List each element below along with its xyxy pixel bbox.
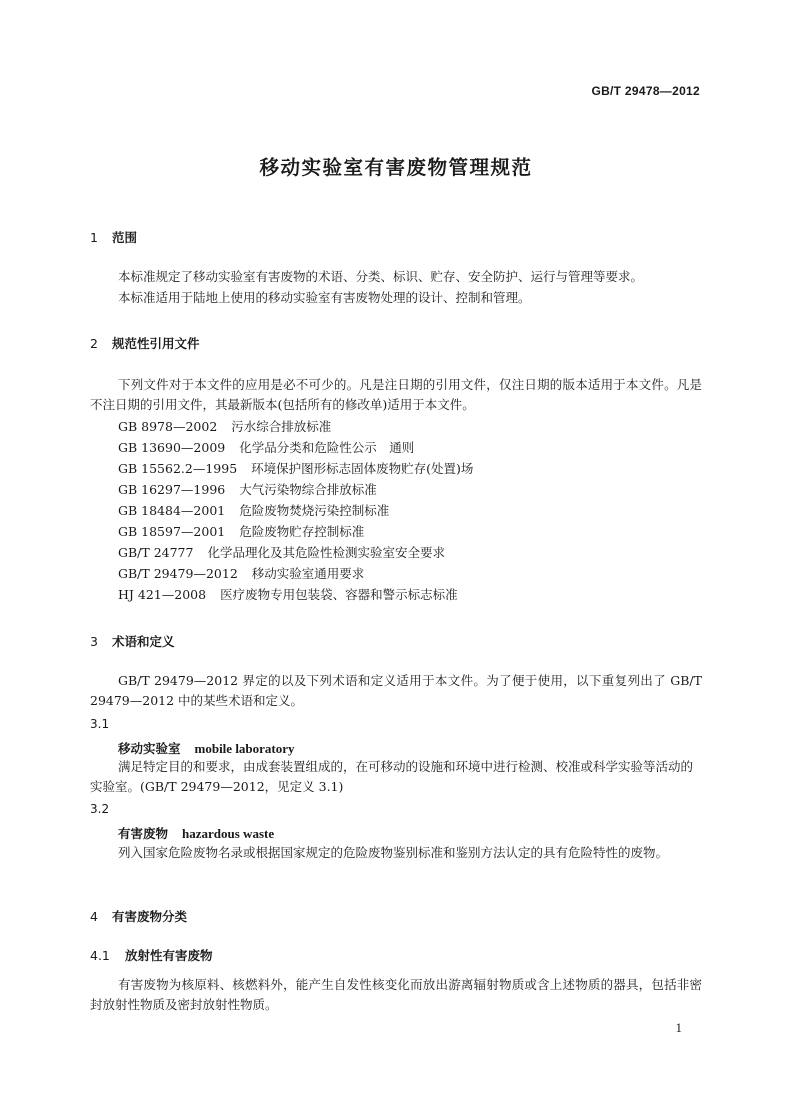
- reference-code: GB 15562.2—1995: [118, 461, 238, 476]
- paragraph: 本标准适用于陆地上使用的移动实验室有害废物处理的设计、控制和管理。: [118, 290, 531, 305]
- subsection-title: 放射性有害废物: [125, 948, 213, 963]
- section-3-heading: [90, 632, 175, 650]
- reference-code: GB 13690—2009: [118, 440, 226, 455]
- term-number: 3.2: [90, 802, 110, 816]
- term-english: hazardous waste: [182, 826, 275, 841]
- reference-item: [118, 500, 473, 521]
- reference-item: [118, 563, 473, 584]
- subsection-4-1-heading: [90, 946, 213, 964]
- reference-name: 危险废物焚烧污染控制标准: [239, 503, 390, 518]
- section-2-heading: [90, 334, 200, 352]
- reference-code: GB 18484—2001: [118, 503, 226, 518]
- reference-name: 移动实验室通用要求: [251, 566, 365, 581]
- paragraph: 本标准规定了移动实验室有害废物的术语、分类、标识、贮存、安全防护、运行与管理等要求。: [118, 269, 644, 284]
- section-number: 4: [90, 909, 98, 924]
- section-title: 有害废物分类: [112, 909, 188, 924]
- paragraph: GB/T 29479—2012 界定的以及下列术语和定义适用于本文件。为了便于使用，以下重复列出了 GB/T 29479—2012 中的某些术语和定义。: [90, 673, 702, 708]
- section-4-heading: [90, 907, 187, 925]
- paragraph: 有害废物为核原料、核燃料外，能产生自发性核变化而放出游离辐射物质或含上述物质的器具，包括非密封放射性物质及密封放射性物质。: [90, 977, 702, 1012]
- reference-item: [118, 542, 473, 563]
- reference-item: [118, 521, 473, 542]
- section-title: 规范性引用文件: [112, 336, 200, 351]
- section-number: 1: [90, 230, 98, 245]
- reference-item: [118, 458, 473, 479]
- reference-code: GB/T 24777: [118, 545, 194, 560]
- term-chinese: 移动实验室: [118, 741, 181, 756]
- reference-code: GB 8978—2002: [118, 419, 218, 434]
- reference-code: GB 16297—1996: [118, 482, 226, 497]
- reference-code: HJ 421—2008: [118, 587, 207, 602]
- section-title: 范围: [112, 230, 138, 245]
- section-number: 2: [90, 336, 98, 351]
- page-number: 1: [675, 1020, 682, 1035]
- reference-item: [118, 437, 473, 458]
- reference-code: GB/T 29479—2012: [118, 566, 238, 581]
- reference-item: [118, 584, 473, 605]
- reference-name: 危险废物贮存控制标准: [239, 524, 365, 539]
- term-definition: 列入国家危险废物名录或根据国家规定的危险废物鉴别标准和鉴别方法认定的具有危险特性的废物。: [118, 845, 669, 860]
- section-title: 术语和定义: [112, 634, 175, 649]
- reference-list: [118, 416, 473, 605]
- term-entry: [118, 823, 274, 842]
- section-1-heading: [90, 228, 137, 246]
- term-entry: [118, 738, 295, 757]
- reference-name: 大气污染物综合排放标准: [239, 482, 377, 497]
- term-chinese: 有害废物: [118, 826, 169, 841]
- term-number: 3.1: [90, 717, 110, 731]
- reference-name: 化学品理化及其危险性检测实验室安全要求: [207, 545, 445, 560]
- paragraph: 下列文件对于本文件的应用是必不可少的。凡是注日期的引用文件，仅注日期的版本适用于本文件。凡是不注日期的引用文件，其最新版本(包括所有的修改单)适用于本文件。: [90, 377, 702, 412]
- reference-code: GB 18597—2001: [118, 524, 226, 539]
- subsection-number: 4.1: [90, 948, 110, 963]
- standard-number: GB/T 29478—2012: [591, 84, 700, 98]
- term-definition: 满足特定目的和要求，由成套装置组成的，在可移动的设施和环境中进行检测、校准或科学实验等活动的实验室。(GB/T 29479—2012，见定义 3.1): [90, 759, 694, 794]
- reference-name: 医疗废物专用包装袋、容器和警示标志标准: [220, 587, 458, 602]
- reference-item: [118, 479, 473, 500]
- reference-name: 污水综合排放标准: [231, 419, 332, 434]
- reference-item: [118, 416, 473, 437]
- term-english: mobile laboratory: [194, 741, 295, 756]
- reference-name: 环境保护图形标志固体废物贮存(处置)场: [251, 461, 474, 476]
- section-number: 3: [90, 634, 98, 649]
- reference-name: 化学品分类和危险性公示 通则: [239, 440, 415, 455]
- document-title: 移动实验室有害废物管理规范: [259, 156, 533, 179]
